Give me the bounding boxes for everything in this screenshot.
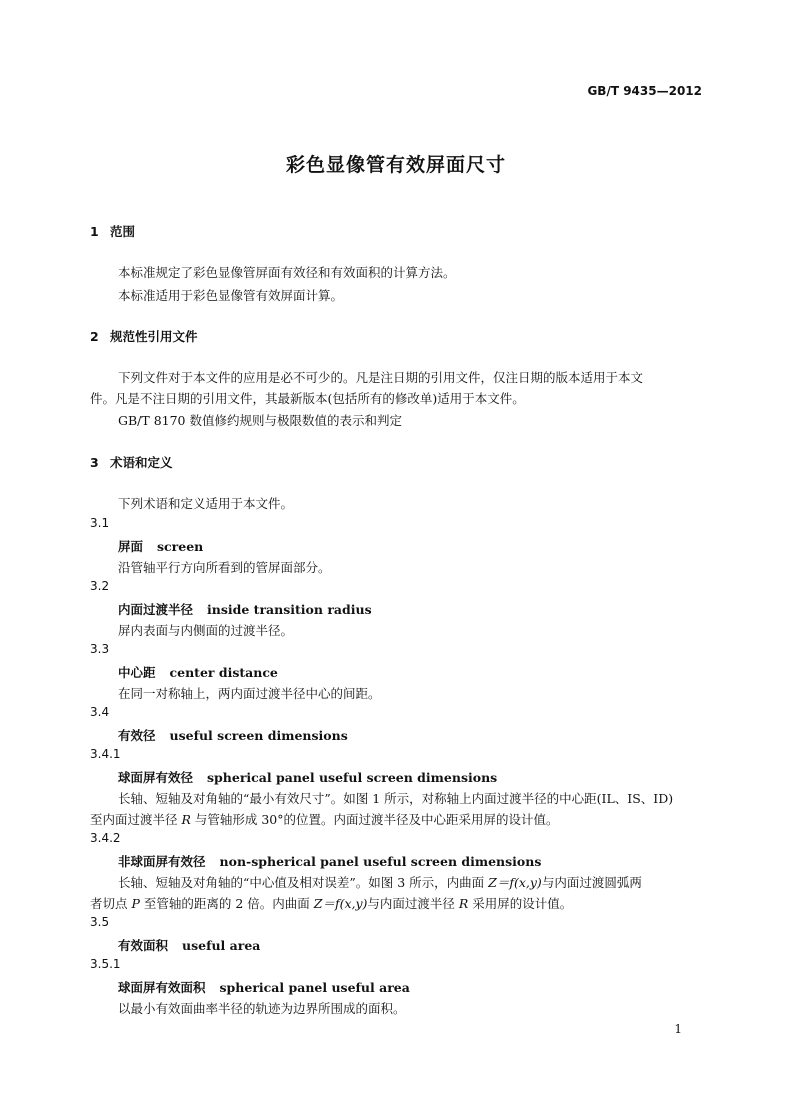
term-definition-continued: 者切点 P 至管轴的距离的 2 倍。内曲面 Z＝f(x,y)与内面过渡半径 R 采用屏的设计值。 — [90, 896, 573, 911]
section-number: 2 — [90, 329, 99, 344]
term-en: inside transition radius — [207, 602, 372, 617]
term-cn: 屏面 — [118, 539, 144, 554]
clause-number: 3.2 — [90, 579, 110, 593]
term-heading — [118, 852, 541, 870]
term-heading — [118, 978, 410, 996]
term-en: spherical panel useful screen dimensions — [207, 770, 498, 785]
paragraph: 本标准适用于彩色显像管有效屏面计算。 — [118, 288, 344, 303]
term-cn: 有效面积 — [118, 938, 169, 953]
section-title: 规范性引用文件 — [110, 329, 198, 344]
clause-number: 3.4.2 — [90, 831, 121, 845]
page-title: 彩色显像管有效屏面尺寸 — [285, 154, 506, 176]
paragraph: 下列文件对于本文件的应用是必不可少的。凡是注日期的引用文件，仅注日期的版本适用于本文 — [118, 370, 644, 385]
term-en: non-spherical panel useful screen dimensions — [219, 854, 542, 869]
paragraph: 下列术语和定义适用于本文件。 — [118, 496, 294, 511]
section-1-heading — [90, 222, 135, 240]
term-en: center distance — [169, 665, 278, 680]
paragraph: 本标准规定了彩色显像管屏面有效径和有效面积的计算方法。 — [118, 265, 456, 280]
term-definition: 长轴、短轴及对角轴的“中心值及相对误差”。如图 3 所示，内曲面 Z＝f(x,y)与内面过渡圆弧两 — [118, 875, 642, 890]
clause-number: 3.5 — [90, 915, 110, 929]
clause-number: 3.4.1 — [90, 747, 121, 761]
term-en: screen — [157, 539, 204, 554]
term-cn: 有效径 — [118, 728, 156, 743]
term-definition: 以最小有效面曲率半径的轨迹为边界所围成的面积。 — [118, 1001, 406, 1016]
section-title: 范围 — [110, 224, 136, 239]
section-number: 1 — [90, 224, 99, 239]
term-definition-continued: 至内面过渡半径 R 与管轴形成 30°的位置。内面过渡半径及中心距采用屏的设计值。 — [90, 812, 559, 827]
clause-number: 3.1 — [90, 516, 110, 530]
term-cn: 非球面屏有效径 — [118, 854, 206, 869]
term-heading — [118, 768, 497, 786]
term-definition: 在同一对称轴上，两内面过渡半径中心的间距。 — [118, 686, 381, 701]
clause-number: 3.4 — [90, 705, 110, 719]
page-number: 1 — [674, 1022, 682, 1036]
term-en: useful area — [182, 938, 261, 953]
document-code: GB/T 9435—2012 — [587, 84, 702, 98]
term-definition: 长轴、短轴及对角轴的“最小有效尺寸”。如图 1 所示，对称轴上内面过渡半径的中心距(IL、IS、ID) — [118, 791, 674, 806]
section-title: 术语和定义 — [110, 455, 173, 470]
paragraph: 件。凡是不注日期的引用文件，其最新版本(包括所有的修改单)适用于本文件。 — [90, 391, 525, 406]
term-definition: 屏内表面与内侧面的过渡半径。 — [118, 623, 294, 638]
section-2-heading — [90, 327, 198, 345]
term-heading — [118, 600, 372, 618]
clause-number: 3.5.1 — [90, 957, 121, 971]
term-heading — [118, 936, 260, 954]
section-3-heading — [90, 453, 173, 471]
term-cn: 中心距 — [118, 665, 156, 680]
section-number: 3 — [90, 455, 99, 470]
term-en: useful screen dimensions — [169, 728, 348, 743]
term-cn: 球面屏有效面积 — [118, 980, 206, 995]
normative-reference: GB/T 8170 数值修约规则与极限数值的表示和判定 — [118, 413, 402, 428]
term-definition: 沿管轴平行方向所看到的管屏面部分。 — [118, 560, 331, 575]
term-cn: 球面屏有效径 — [118, 770, 194, 785]
term-cn: 内面过渡半径 — [118, 602, 194, 617]
term-heading — [118, 537, 203, 555]
term-heading — [118, 663, 278, 681]
clause-number: 3.3 — [90, 642, 110, 656]
term-heading — [118, 726, 348, 744]
term-en: spherical panel useful area — [219, 980, 410, 995]
